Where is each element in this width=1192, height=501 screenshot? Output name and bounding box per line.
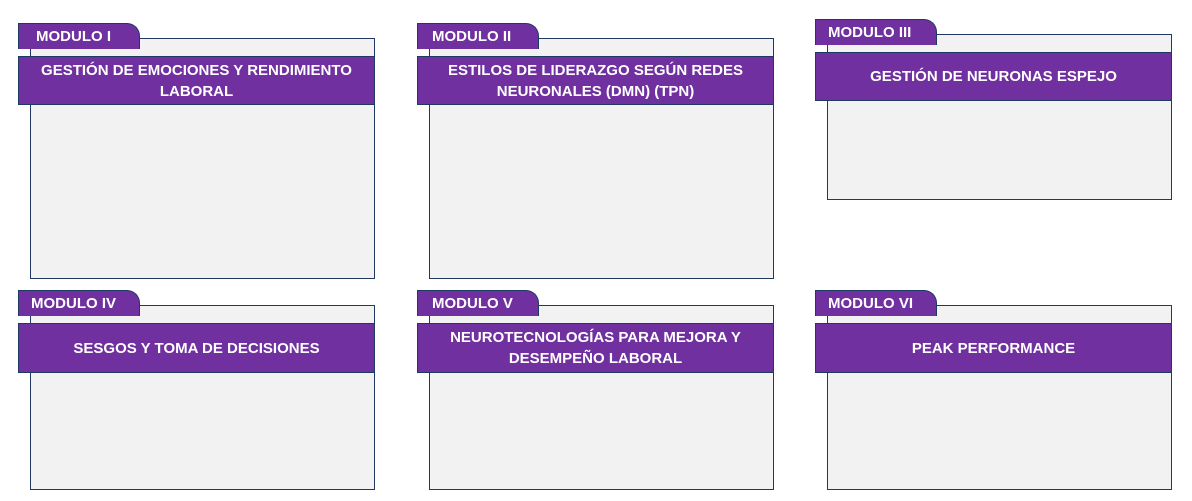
module-title-line: PEAK PERFORMANCE bbox=[911, 339, 1076, 357]
module-title bbox=[417, 323, 774, 373]
module-tab: MODULO V bbox=[417, 290, 539, 316]
module-3 bbox=[815, 19, 1175, 204]
module-2 bbox=[417, 23, 777, 283]
module-title-line: SESGOS Y TOMA DE DECISIONES bbox=[73, 339, 320, 357]
module-title-line: GESTIÓN DE EMOCIONES Y RENDIMIENTO bbox=[41, 61, 352, 79]
module-title-line: ESTILOS DE LIDERAZGO SEGÚN REDES bbox=[447, 61, 744, 79]
module-title-line: GESTIÓN DE NEURONAS ESPEJO bbox=[870, 68, 1117, 85]
module-title bbox=[18, 56, 375, 105]
module-title-line: DESEMPEÑO LABORAL bbox=[508, 350, 683, 367]
module-1 bbox=[18, 23, 378, 283]
module-title bbox=[815, 323, 1172, 373]
module-5 bbox=[417, 290, 777, 495]
module-tab: MODULO III bbox=[815, 19, 937, 45]
module-tab: MODULO VI bbox=[815, 290, 937, 316]
module-title-line: NEURONALES (DMN) (TPN) bbox=[496, 82, 695, 100]
module-4 bbox=[18, 290, 378, 495]
module-title bbox=[815, 52, 1172, 101]
module-6 bbox=[815, 290, 1175, 495]
module-title bbox=[417, 56, 774, 105]
module-tab: MODULO IV bbox=[18, 290, 140, 316]
module-title-line: NEUROTECNOLOGÍAS PARA MEJORA Y bbox=[450, 329, 741, 346]
module-title bbox=[18, 323, 375, 373]
module-tab: MODULO I bbox=[18, 23, 140, 49]
module-title-line: LABORAL bbox=[159, 82, 234, 100]
module-tab: MODULO II bbox=[417, 23, 539, 49]
